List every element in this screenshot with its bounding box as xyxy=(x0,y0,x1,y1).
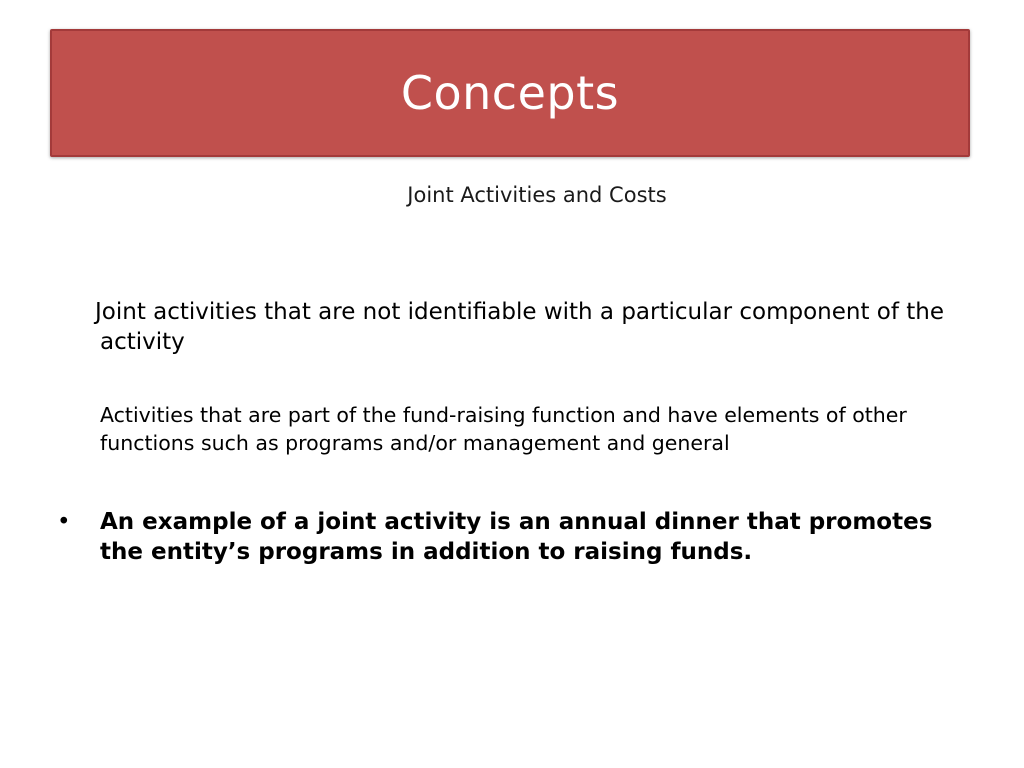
bullet-text: An example of a joint activity is an annual dinner that promotes the entity’s programs in addition to raising funds. xyxy=(100,509,933,565)
slide-title-bar xyxy=(50,29,970,157)
slide-title: Concepts xyxy=(400,66,620,120)
body-paragraph-1: Joint activities that are not identifiable with a particular component of the activity xyxy=(95,299,945,355)
slide-subtitle: Joint Activities and Costs xyxy=(407,183,667,207)
bullet-item xyxy=(57,507,977,567)
body-paragraph-2: Activities that are part of the fund-raising function and have elements of other functions such as programs and/or management and general xyxy=(100,403,907,455)
bullet-marker: • xyxy=(57,509,71,535)
